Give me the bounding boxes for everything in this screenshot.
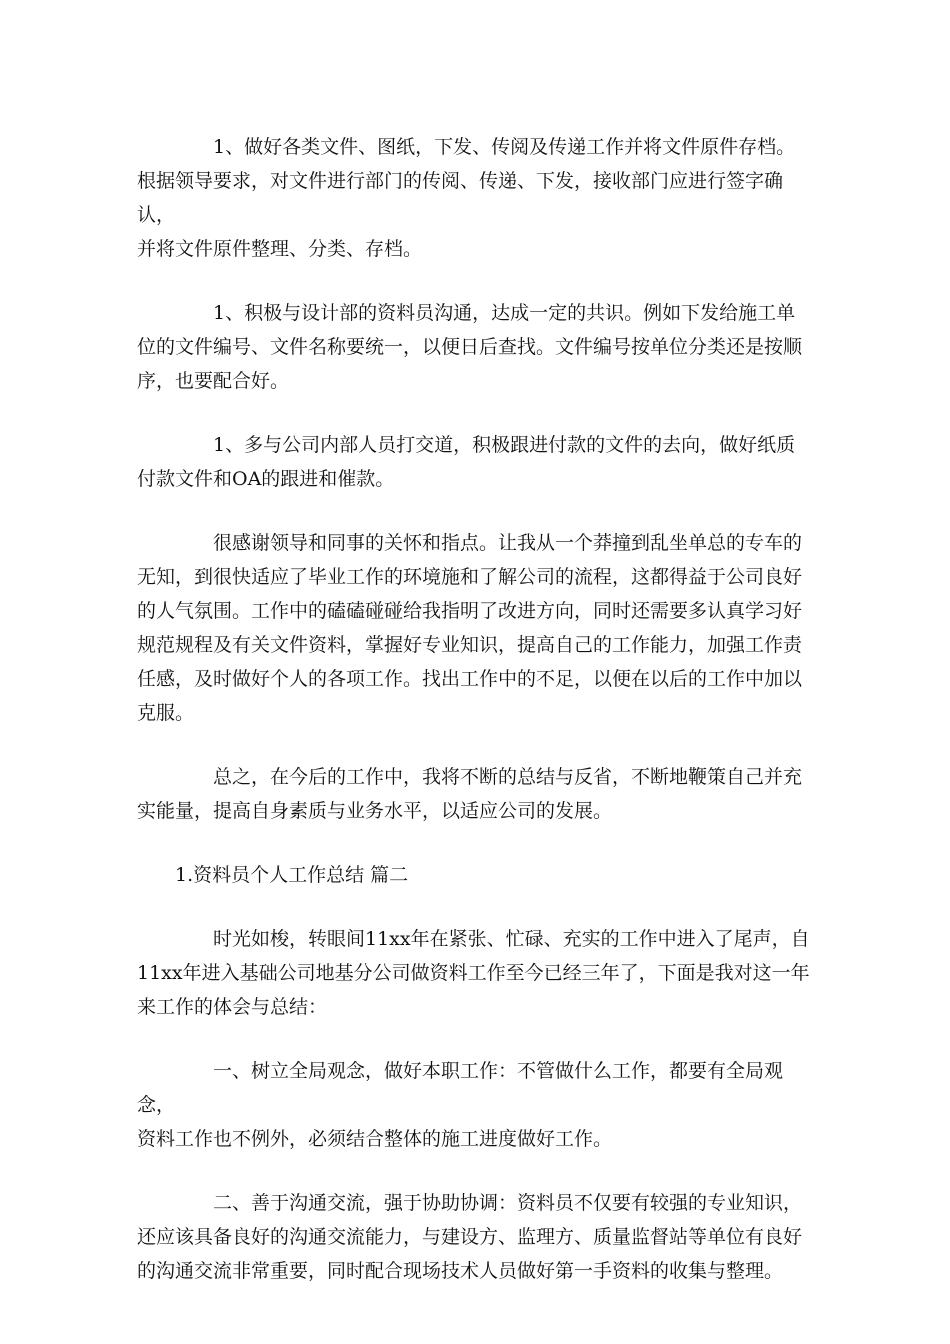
- paragraph-gratitude: 很感谢领导和同事的关怀和指点。让我从一个莽撞到乱坐单总的专车的 无知，到很快适应了毕业工作的环境施和了解公司的流程，这都得益于公司良好 的人气氛围。工作中的磕磕碰碰给我指明了改进方向，同时还需要多认真学习好 规范规程及有关文件资料，掌握好专业知识，提高自己的工作能力，加强工作责 任感，及时做好个人的各项工作。找出工作中的不足，以便在以后的工作中加以 克服。: [137, 532, 803, 724]
- paragraph-communication: 二、善于沟通交流，强于协助协调：资料员不仅要有较强的专业知识， 还应该具备良好的沟通交流能力，与建设方、监理方、质量监督站等单位有良好 的沟通交流非常重要，同时配合现场技术人员做好第一手资料的收集与整理。: [137, 1192, 803, 1282]
- paragraph-design-communication: 1、积极与设计部的资料员沟通，达成一定的共识。例如下发给施工单 位的文件编号、文件名称要统一，以便日后查找。文件编号按单位分类还是按顺 序，也要配合好。: [137, 302, 803, 392]
- paragraph-time-flies: 时光如梭，转眼间11xx年在紧张、忙碌、充实的工作中进入了尾声，自 11xx年进入基础公司地基分公司做资料工作至今已经三年了，下面是我对这一年 来工作的体会与总结：: [137, 928, 810, 1018]
- document-body: [137, 130, 817, 1288]
- paragraph-payment-followup: 1、多与公司内部人员打交道，积极跟进付款的文件的去向，做好纸质 付款文件和OA的跟进和催款。: [137, 434, 796, 490]
- paragraph-conclusion: 总之，在今后的工作中，我将不断的总结与反省，不断地鞭策自己并充 实能量，提高自身素质与业务水平，以适应公司的发展。: [137, 766, 803, 822]
- paragraph-overall-view: 一、树立全局观念，做好本职工作：不管做什么工作，都要有全局观念， 资料工作也不例外，必须结合整体的施工进度做好工作。: [137, 1060, 784, 1150]
- paragraph-file-archiving: 1、做好各类文件、图纸，下发、传阅及传递工作并将文件原件存档。 根据领导要求，对文件进行部门的传阅、传递、下发，接收部门应进行签字确认， 并将文件原件整理、分类、存档。: [137, 136, 796, 260]
- section-heading: 1.资料员个人工作总结 篇二: [175, 864, 409, 886]
